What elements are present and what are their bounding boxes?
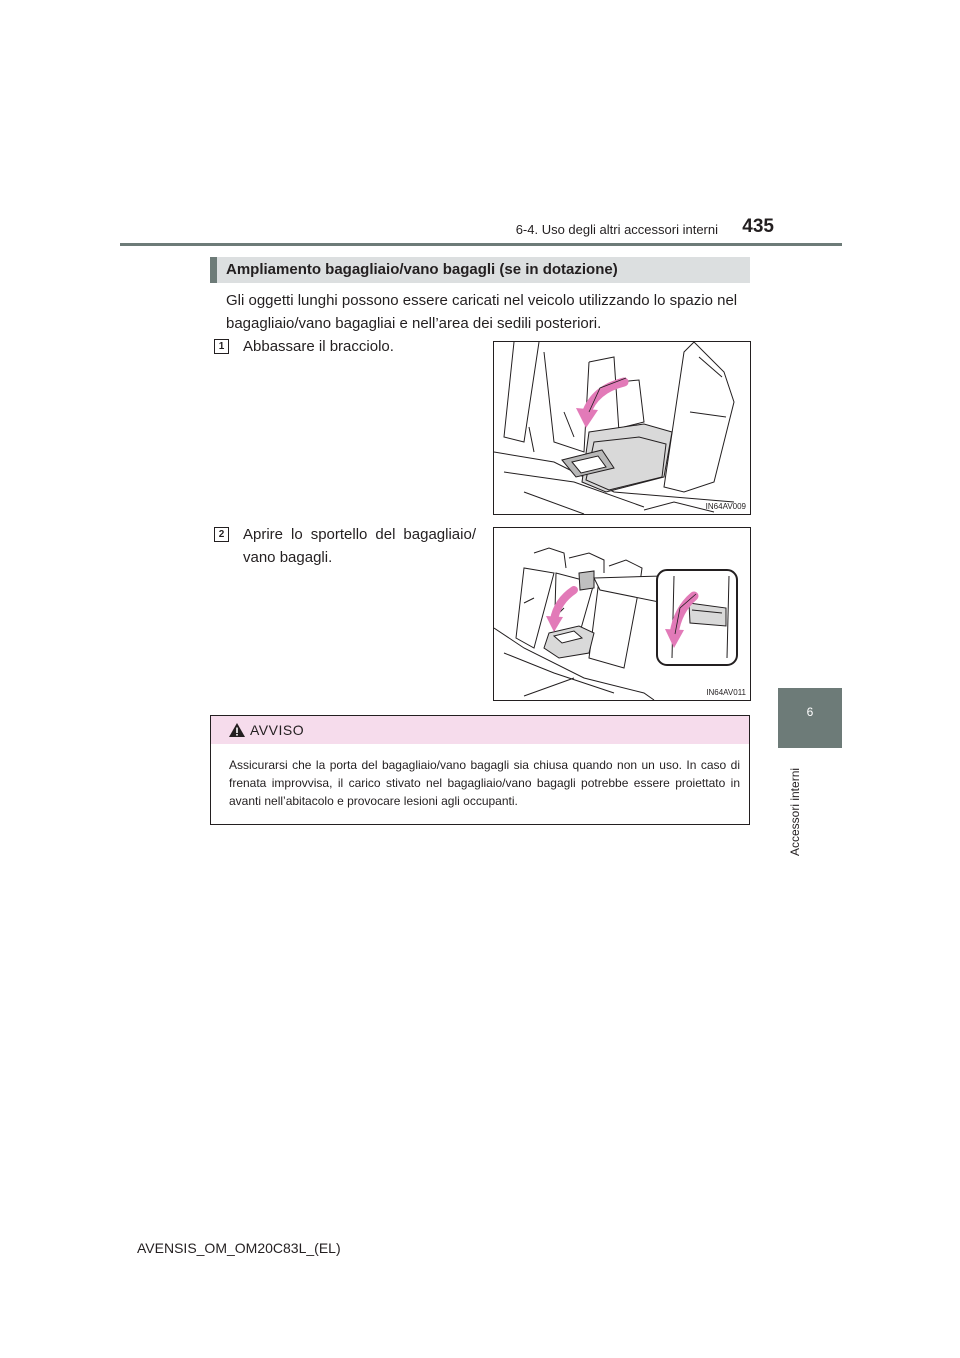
step-1-text: Abbassare il bracciolo. [243, 338, 394, 355]
intro-paragraph: Gli oggetti lunghi possono essere caricati nel veicolo utilizzando lo spazio nel bagagliaio/vano bagagliai e nell’area dei sedili posteriori. [226, 292, 738, 332]
chapter-title [788, 756, 808, 856]
figure-1-code: IN64AV009 [705, 502, 746, 511]
step-2-text: Aprire lo sportello del bagagliaio/ vano bagagli. [243, 526, 476, 566]
step-1-number: 1 [214, 339, 229, 354]
warning-title: AVVISO [250, 722, 305, 738]
step-2-number: 2 [214, 527, 229, 542]
document-id: AVENSIS_OM_OM20C83L_(EL) [137, 1240, 341, 1256]
trunk-door-illustration [493, 527, 751, 701]
page-number: 435 [742, 216, 774, 237]
chapter-number: 6 [806, 705, 814, 719]
armrest-drawing [494, 342, 750, 514]
warning-triangle-icon [228, 722, 246, 738]
figure-2-code: IN64AV011 [706, 688, 746, 697]
trunk-door-drawing [494, 528, 750, 700]
section-heading-bar [210, 257, 217, 283]
warning-text: Assicurarsi che la porta del bagagliaio/vano bagagli sia chiusa quando non un uso. In caso di frenata improvvisa, il carico stivato nel bagagliaio/vano bagagli potrebbe essere proiettato in avanti nell’abitacolo e provocare lesioni agli occupanti. [229, 758, 740, 808]
section-label: 6-4. Uso degli altri accessori interni [515, 222, 718, 237]
armrest-illustration [493, 341, 751, 515]
section-heading: Ampliamento bagagliaio/vano bagagli (se in dotazione) [226, 261, 618, 278]
header-rule [120, 243, 842, 246]
chapter-title-text: Accessori interni [788, 767, 802, 856]
chapter-tab [778, 688, 842, 748]
